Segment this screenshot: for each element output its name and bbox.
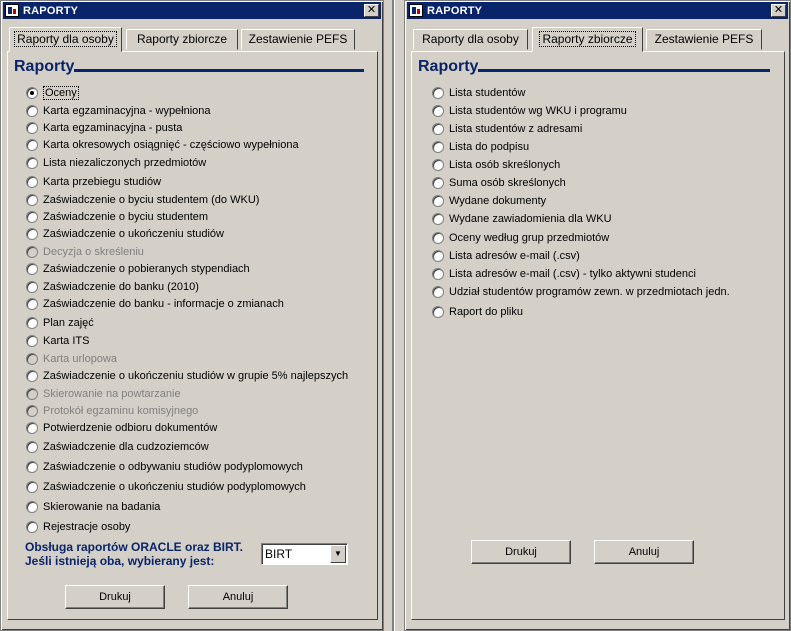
radio-button[interactable] [26,481,38,493]
report-option-label: Lista adresów e-mail (.csv) [449,250,580,262]
radio-button[interactable] [432,232,444,244]
report-option-label: Karta okresowych osiągnięć - częściowo wypełniona [43,139,299,151]
report-option-label: Wydane dokumenty [449,195,547,207]
report-option[interactable] [432,248,580,264]
report-option-label: Lista studentów z adresami [449,123,583,135]
report-option[interactable] [26,103,211,119]
report-option[interactable] [26,368,348,384]
report-option[interactable] [432,139,529,155]
raporty-window-right [404,0,791,631]
report-option-label: Oceny według grup przedmiotów [449,232,610,244]
report-option[interactable] [432,103,627,119]
report-option[interactable] [432,193,546,209]
app-raporty-icon [409,4,423,17]
radio-button[interactable] [26,87,38,99]
report-option-label: Karta urlopowa [43,353,117,365]
titlebar[interactable] [3,2,381,19]
close-icon[interactable]: ✕ [364,4,379,17]
close-icon[interactable]: ✕ [771,4,786,17]
report-option[interactable] [26,459,303,475]
report-option[interactable] [432,266,696,282]
report-option-label: Zaświadczenie dla cudzoziemców [43,441,209,453]
report-option[interactable] [26,174,161,190]
report-option-label: Lista studentów [449,87,526,99]
radio-button[interactable] [432,213,444,225]
radio-button[interactable] [26,263,38,275]
report-option-label: Zaświadczenie o ukończeniu studiów [43,228,224,240]
radio-button[interactable] [26,298,38,310]
tab-raporty-dla-osoby[interactable]: Raporty dla osoby [9,27,122,52]
report-option[interactable] [432,175,566,191]
radio-button[interactable] [432,268,444,280]
report-option[interactable] [26,333,89,349]
report-option-label: Rejestracje osoby [43,521,131,533]
window-title: RAPORTY [427,4,483,17]
radio-button[interactable] [26,441,38,453]
radio-button[interactable] [26,335,38,347]
radio-button[interactable] [26,521,38,533]
report-option [26,351,117,367]
radio-button[interactable] [26,228,38,240]
report-option-label: Lista osób skreślonych [449,159,561,171]
radio-button[interactable] [432,306,444,318]
report-option[interactable] [432,284,730,300]
report-option[interactable] [26,439,209,455]
radio-button [26,353,38,365]
report-option-label: Zaświadczenie o byciu studentem [43,211,209,223]
print-button[interactable]: Drukuj [65,585,165,609]
section-divider [74,69,364,72]
report-option-label: Protokół egzaminu komisyjnego [43,405,199,417]
report-option-label: Raport do pliku [449,306,523,318]
report-option[interactable] [26,315,94,331]
report-option-label: Zaświadczenie o pobieranych stypendiach [43,263,250,275]
radio-button [26,246,38,258]
report-option-label: Wydane zawiadomienia dla WKU [449,213,612,225]
report-option[interactable] [26,192,259,208]
raporty-window-left [0,0,384,631]
tab-raporty-zbiorcze[interactable]: Raporty zbiorcze [532,27,643,52]
titlebar[interactable] [407,2,788,19]
report-option[interactable] [432,211,612,227]
radio-button[interactable] [26,176,38,188]
report-option-label: Lista studentów wg WKU i programu [449,105,627,117]
report-option-label: Decyzja o skreśleniu [43,246,144,258]
radio-button[interactable] [26,211,38,223]
tab-raporty-dla-osoby[interactable]: Raporty dla osoby [413,29,528,50]
report-option[interactable] [26,120,182,136]
cancel-button[interactable]: Anuluj [188,585,288,609]
app-raporty-icon [5,4,19,17]
window-gap [384,0,404,631]
report-option-label: Skierowanie na badania [43,501,161,513]
report-option[interactable] [26,209,208,225]
report-option-label: Karta przebiegu studiów [43,176,162,188]
report-option[interactable] [26,261,250,277]
radio-button [26,405,38,417]
radio-button[interactable] [432,105,444,117]
radio-button [26,388,38,400]
report-option[interactable] [26,226,224,242]
select-value: BIRT [265,547,293,561]
radio-button[interactable] [26,370,38,382]
report-option[interactable] [26,137,299,153]
radio-button[interactable] [432,141,444,153]
radio-button[interactable] [26,317,38,329]
tab-zestawienie-pefs[interactable]: Zestawienie PEFS [646,29,762,50]
report-option-label: Zaświadczenie o ukończeniu studiów w grupie 5% najlepszych [43,370,349,382]
report-option-label: Zaświadczenie o odbywaniu studiów podyplomowych [43,461,303,473]
report-option-label: Zaświadczenie do banku (2010) [43,281,199,293]
radio-button[interactable] [432,87,444,99]
radio-button[interactable] [432,195,444,207]
report-option[interactable] [26,479,306,495]
report-option-label: Lista adresów e-mail (.csv) - tylko aktywni studenci [449,268,696,280]
radio-button[interactable] [432,177,444,189]
chevron-down-icon[interactable]: ▼ [330,545,346,563]
radio-button[interactable] [432,250,444,262]
radio-button[interactable] [432,123,444,135]
report-option [26,386,181,402]
report-option [26,403,198,419]
radio-button[interactable] [432,286,444,298]
radio-button[interactable] [26,139,38,151]
radio-button[interactable] [26,105,38,117]
report-option-label: Zaświadczenie o byciu studentem (do WKU) [43,194,260,206]
report-option-label: Lista niezaliczonych przedmiotów [43,157,207,169]
report-option [26,244,144,260]
oracle-birt-label: Obsługa raportów ORACLE oraz BIRT. Jeśli istnieją oba, wybierany jest: [25,540,244,568]
report-option[interactable] [26,296,284,312]
report-option-label: Zaświadczenie do banku - informacje o zmianach [43,298,284,310]
report-option-label: Oceny [45,87,77,99]
radio-button[interactable] [26,194,38,206]
report-option-label: Udział studentów programów zewn. w przedmiotach jedn. [449,286,730,298]
tab-panel [411,51,785,620]
section-title: Raporty [14,58,75,75]
report-option[interactable] [432,157,560,173]
report-option-label: Skierowanie na powtarzanie [43,388,181,400]
tab-raporty-zbiorcze[interactable]: Raporty zbiorcze [126,29,238,50]
report-option[interactable] [432,121,582,137]
radio-button[interactable] [26,281,38,293]
section-divider [478,69,770,72]
report-engine-select[interactable] [261,543,348,565]
report-option-label: Plan zajęć [43,317,94,329]
report-option[interactable] [26,279,199,295]
tab-zestawienie-pefs[interactable]: Zestawienie PEFS [241,29,355,50]
report-option[interactable] [26,420,217,436]
report-option-label: Karta egzaminacyjna - wypełniona [43,105,211,117]
report-option[interactable] [432,230,609,246]
report-option-label: Suma osób skreślonych [449,177,566,189]
report-option-label: Zaświadczenie o ukończeniu studiów podyplomowych [43,481,306,493]
report-option-label: Karta ITS [43,335,90,347]
radio-button[interactable] [26,501,38,513]
report-option[interactable] [26,85,79,101]
report-option[interactable] [432,85,525,101]
print-button[interactable]: Drukuj [471,540,571,564]
radio-button[interactable] [26,122,38,134]
radio-button[interactable] [26,157,38,169]
radio-button[interactable] [26,461,38,473]
cancel-button[interactable]: Anuluj [594,540,694,564]
tab-panel [7,51,378,620]
report-option[interactable] [26,155,206,171]
report-option[interactable] [26,519,130,535]
window-title: RAPORTY [23,4,79,17]
radio-button[interactable] [26,422,38,434]
report-option-label: Karta egzaminacyjna - pusta [43,122,183,134]
report-option-label: Potwierdzenie odbioru dokumentów [43,422,218,434]
report-option[interactable] [26,499,160,515]
report-option[interactable] [432,304,523,320]
radio-button[interactable] [432,159,444,171]
report-option-label: Lista do podpisu [449,141,530,153]
section-title: Raporty [418,58,479,75]
